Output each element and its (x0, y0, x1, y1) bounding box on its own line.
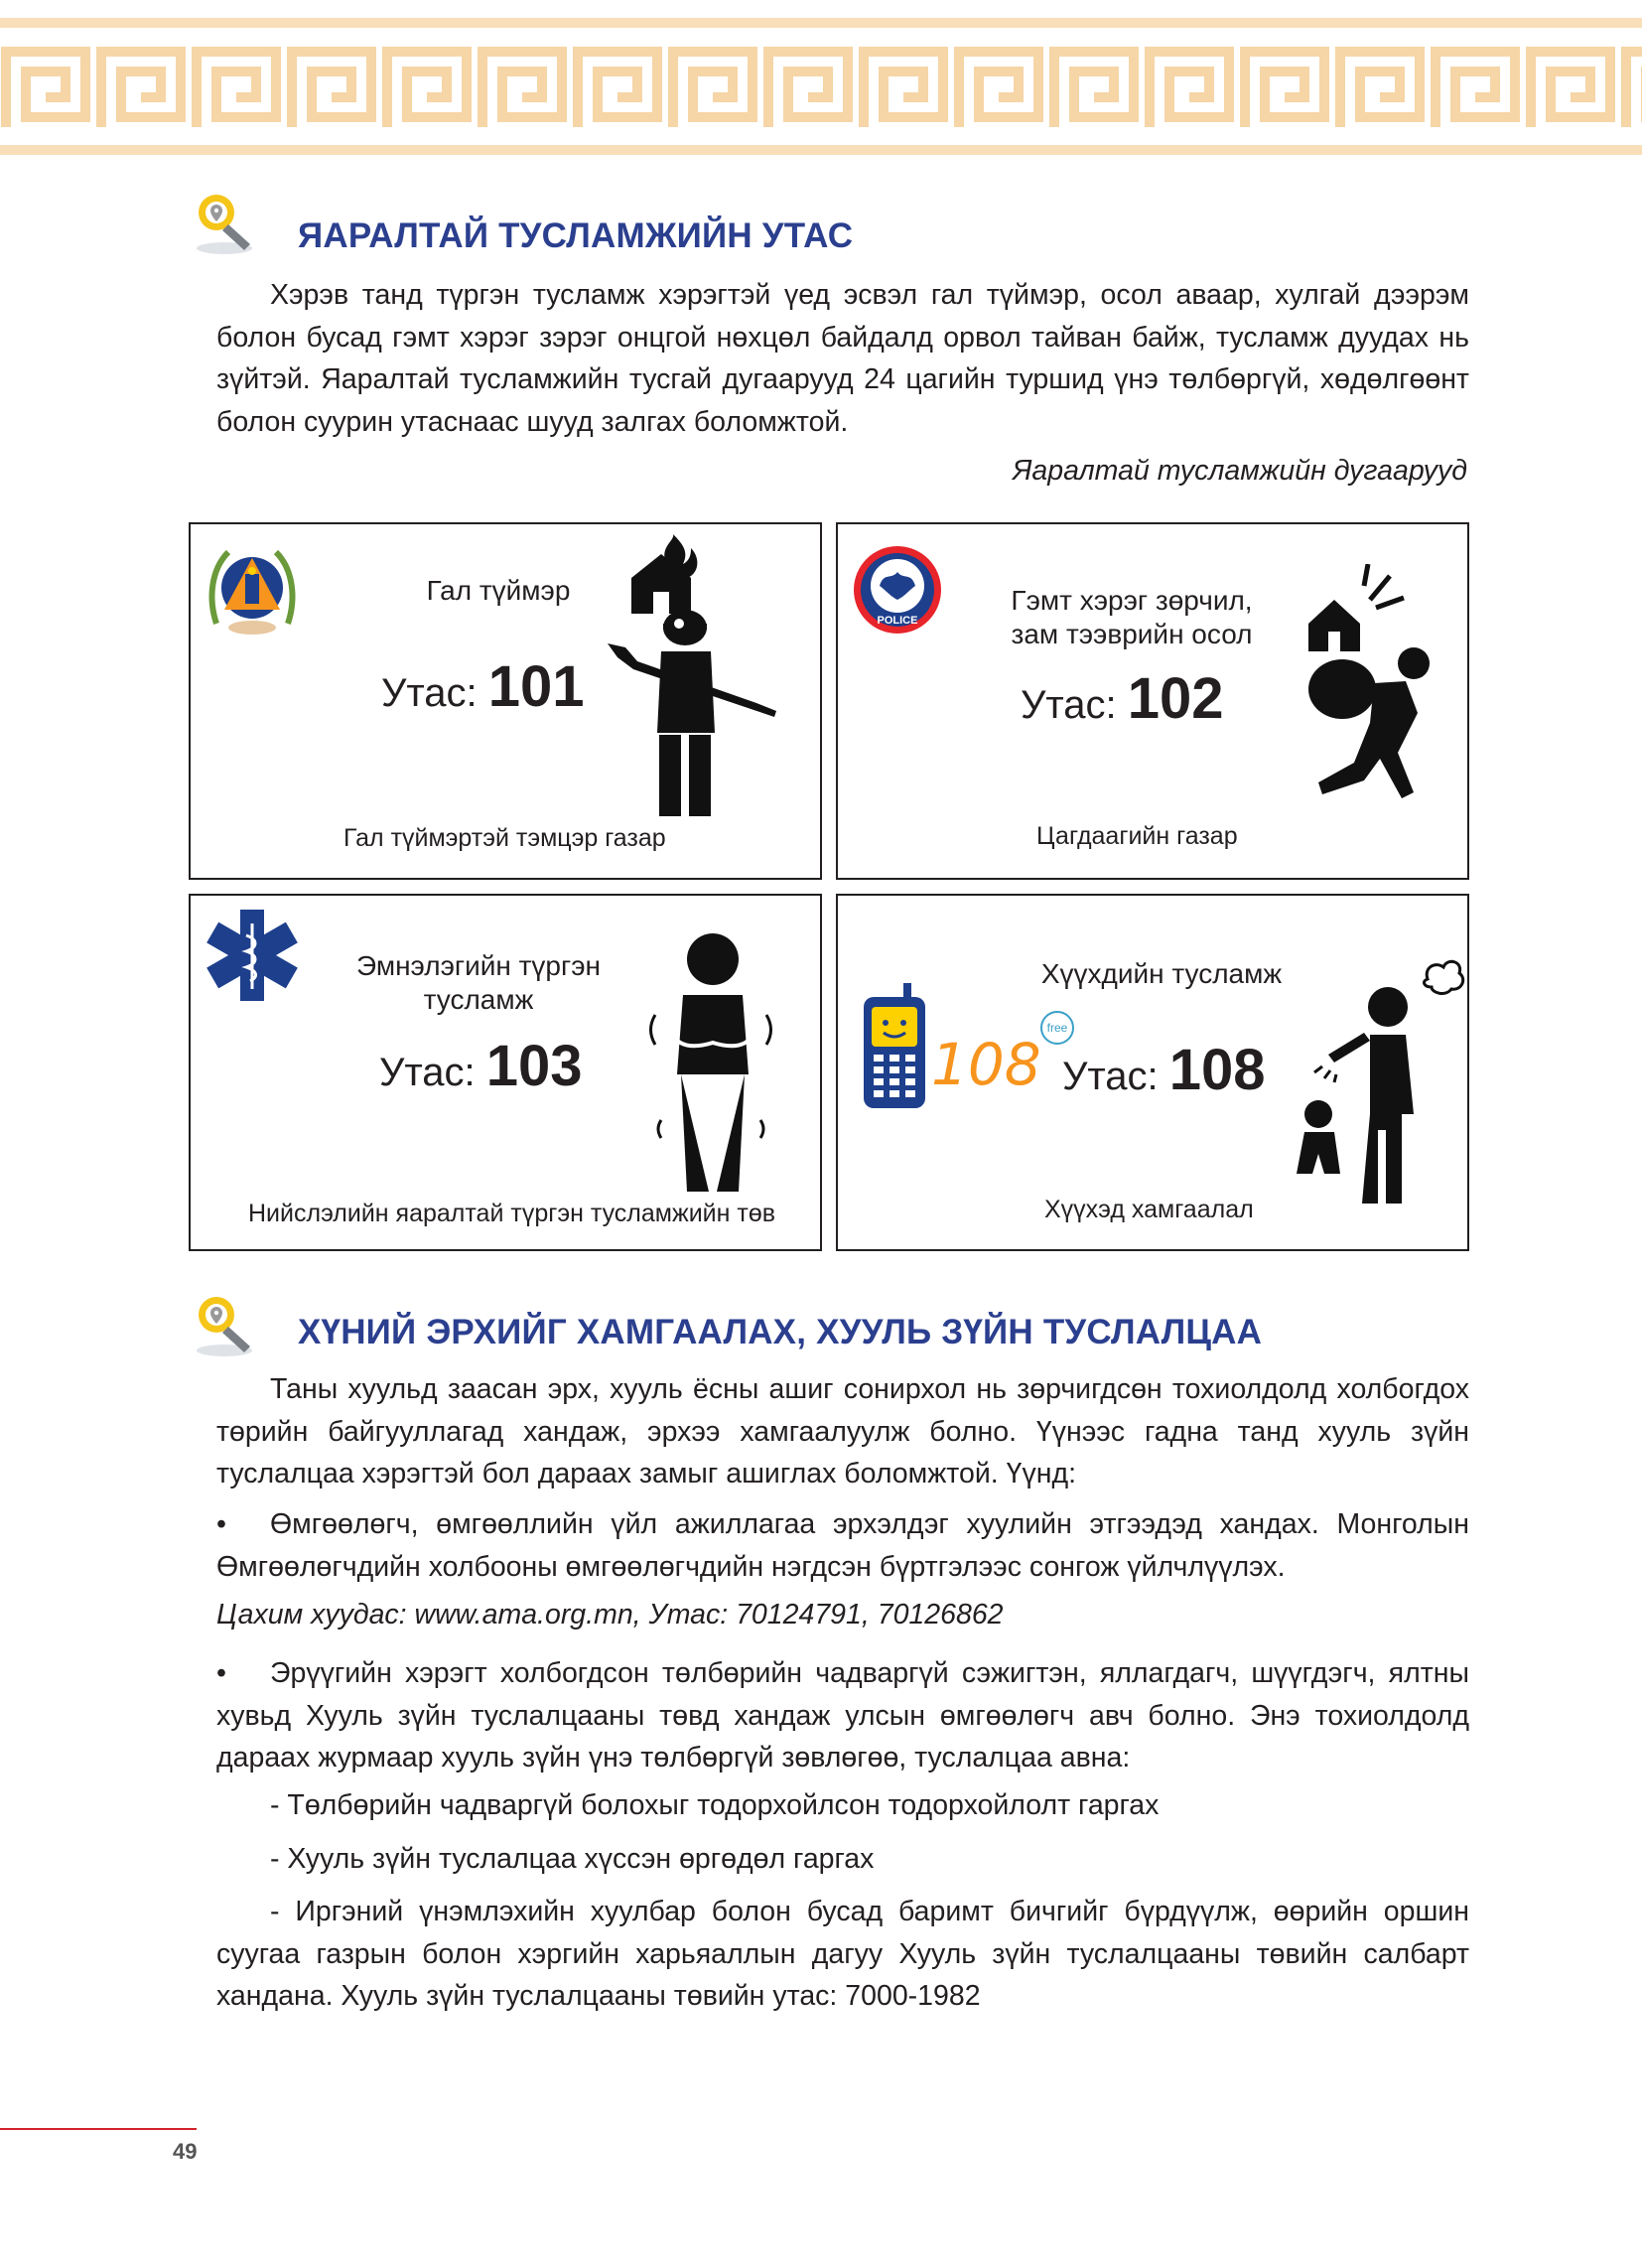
footer-rule (0, 2128, 197, 2130)
emergency-agency-emblem-icon (203, 540, 302, 639)
free-badge: free (1040, 1011, 1074, 1045)
firefighter-icon (608, 604, 786, 822)
bullet-legal-aid-center: • Эрүүгийн хэрэгт холбогдсон төлбөрийн чадваргүй сэжигтэн, яллагдагч, шүүгдэгч, ялтны хувьд Хууль зүйн туслалцааны төвд хандаж улсын өмгөөлөгч авч болно. Энэ тохиолдолд дараах журмаар хууль зүйн үнэ төлбөргүй зөвлөгөө, туслалцаа авна: (216, 1652, 1469, 1779)
child-protection-icon (1279, 955, 1467, 1204)
step-2: - Хууль зүйн туслалцаа хүссэн өргөдөл гаргах (270, 1843, 875, 1875)
card-fire-phone: Утас: 101 (381, 654, 585, 719)
legal-intro-paragraph: Таны хуульд заасан эрх, хууль ёсны ашиг сонирхол нь зөрчигдсөн тохиолдолд холбогдох төрийн байгууллагад хандаж, эрхээ хамгаалуулж болно. Үүнээс гадна танд хууль зүйн туслалцаа хэрэгтэй бол дараах замыг ашиглах боломжтой. Үүнд: (216, 1373, 1469, 1489)
star-of-life-icon (203, 906, 302, 1005)
card-fire-footer: Гал түймэртэй тэмцэр газар (343, 824, 666, 852)
location-pin-icon (189, 1291, 260, 1362)
thief-running-icon (1295, 564, 1443, 832)
card-child-title: Хүүхдийн тусламж (1040, 958, 1283, 989)
card-ambulance-phone: Утас: 103 (379, 1034, 583, 1098)
bullet-symbol: • (216, 1657, 226, 1689)
card-child-help (836, 894, 1469, 1251)
card-fire (189, 522, 822, 880)
hotline-badge-number: 108 (931, 1031, 1041, 1098)
step-1: - Төлбөрийн чадваргүй болохыг тодорхойлсон тодорхойлолт гаргах (270, 1789, 1160, 1821)
burning-house-icon (617, 534, 727, 614)
card-ambulance-title: Эмнэлэгийн түргэн тусламж (356, 950, 601, 1015)
step-3: - Иргэний үнэмлэхийн хуулбар болон бусад баримт бичгийг бүрдүүлж, өөрийн оршин суугаа газрын болон хэргийн харьяаллын дагуу Хууль зүйн туслалцааны төвийн салбарт хандана. Хууль зүйн туслалцааны төвийн утас: 7000-1982 (216, 1896, 1469, 2012)
card-ambulance-footer: Нийслэлийн яаралтай түргэн тусламжийн төв (248, 1200, 776, 1227)
web-contact-line: Цахим хуудас: www.ama.org.mn, Утас: 70124791, 70126862 (216, 1599, 1004, 1630)
page-number: 49 (173, 2139, 198, 2164)
card-fire-title: Гал түймэр (426, 575, 571, 606)
ornament-border (0, 18, 1642, 157)
figure-caption: Яаралтай тусламжийн дугаарууд (1012, 455, 1467, 487)
card-police-footer: Цагдаагийн газар (1036, 822, 1238, 850)
card-police-phone: Утас: 102 (1021, 666, 1224, 731)
card-police-title: Гэмт хэрэг зөрчил, зам тээврийн осол (1011, 585, 1253, 649)
location-pin-icon (189, 189, 260, 260)
section-title-legal-aid: ХҮНИЙ ЭРХИЙГ ХАМГААЛАХ, ХУУЛЬ ЗҮЙН ТУСЛАЛЦАА (298, 1313, 1263, 1351)
police-logo-text: POLICE (877, 615, 918, 627)
mobile-phone-icon (860, 983, 929, 1112)
card-child-phone: Утас: 108 (1062, 1038, 1266, 1102)
sick-person-icon (647, 925, 776, 1213)
intro-paragraph: Хэрэв танд түргэн тусламж хэрэгтэй үед эсвэл гал түймэр, осол аваар, хулгай дээрэм болон бусад гэмт хэрэг зэрэг онцгой нөхцөл байдалд орвол тайван байж, тусламж дуудах нь зүйтэй. Яаралтай тусламжийн тусгай дугаарууд 24 цагийн туршид үнэ төлбөргүй, хөдөлгөөнт болон суурин утаснаас шууд залгах боломжтой. (216, 279, 1469, 438)
bullet-symbol: • (216, 1508, 226, 1540)
bullet-lawyer: • Өмгөөлөгч, өмгөөллийн үйл ажиллагаа эрхэлдэг хуулийн этгээдэд хандах. Монголын Өмгөөлөгчдийн холбооны өмгөөлөгчдийн нэгдсэн бүртгэлээс сонгож үйлчлүүлэх. (216, 1503, 1469, 1588)
police-emblem-icon (850, 542, 945, 638)
card-police (836, 522, 1469, 880)
section-title-emergency: ЯАРАЛТАЙ ТУСЛАМЖИЙН УТАС (298, 216, 854, 255)
card-ambulance (189, 894, 822, 1251)
card-child-footer: Хүүхэд хамгаалал (1044, 1196, 1254, 1223)
